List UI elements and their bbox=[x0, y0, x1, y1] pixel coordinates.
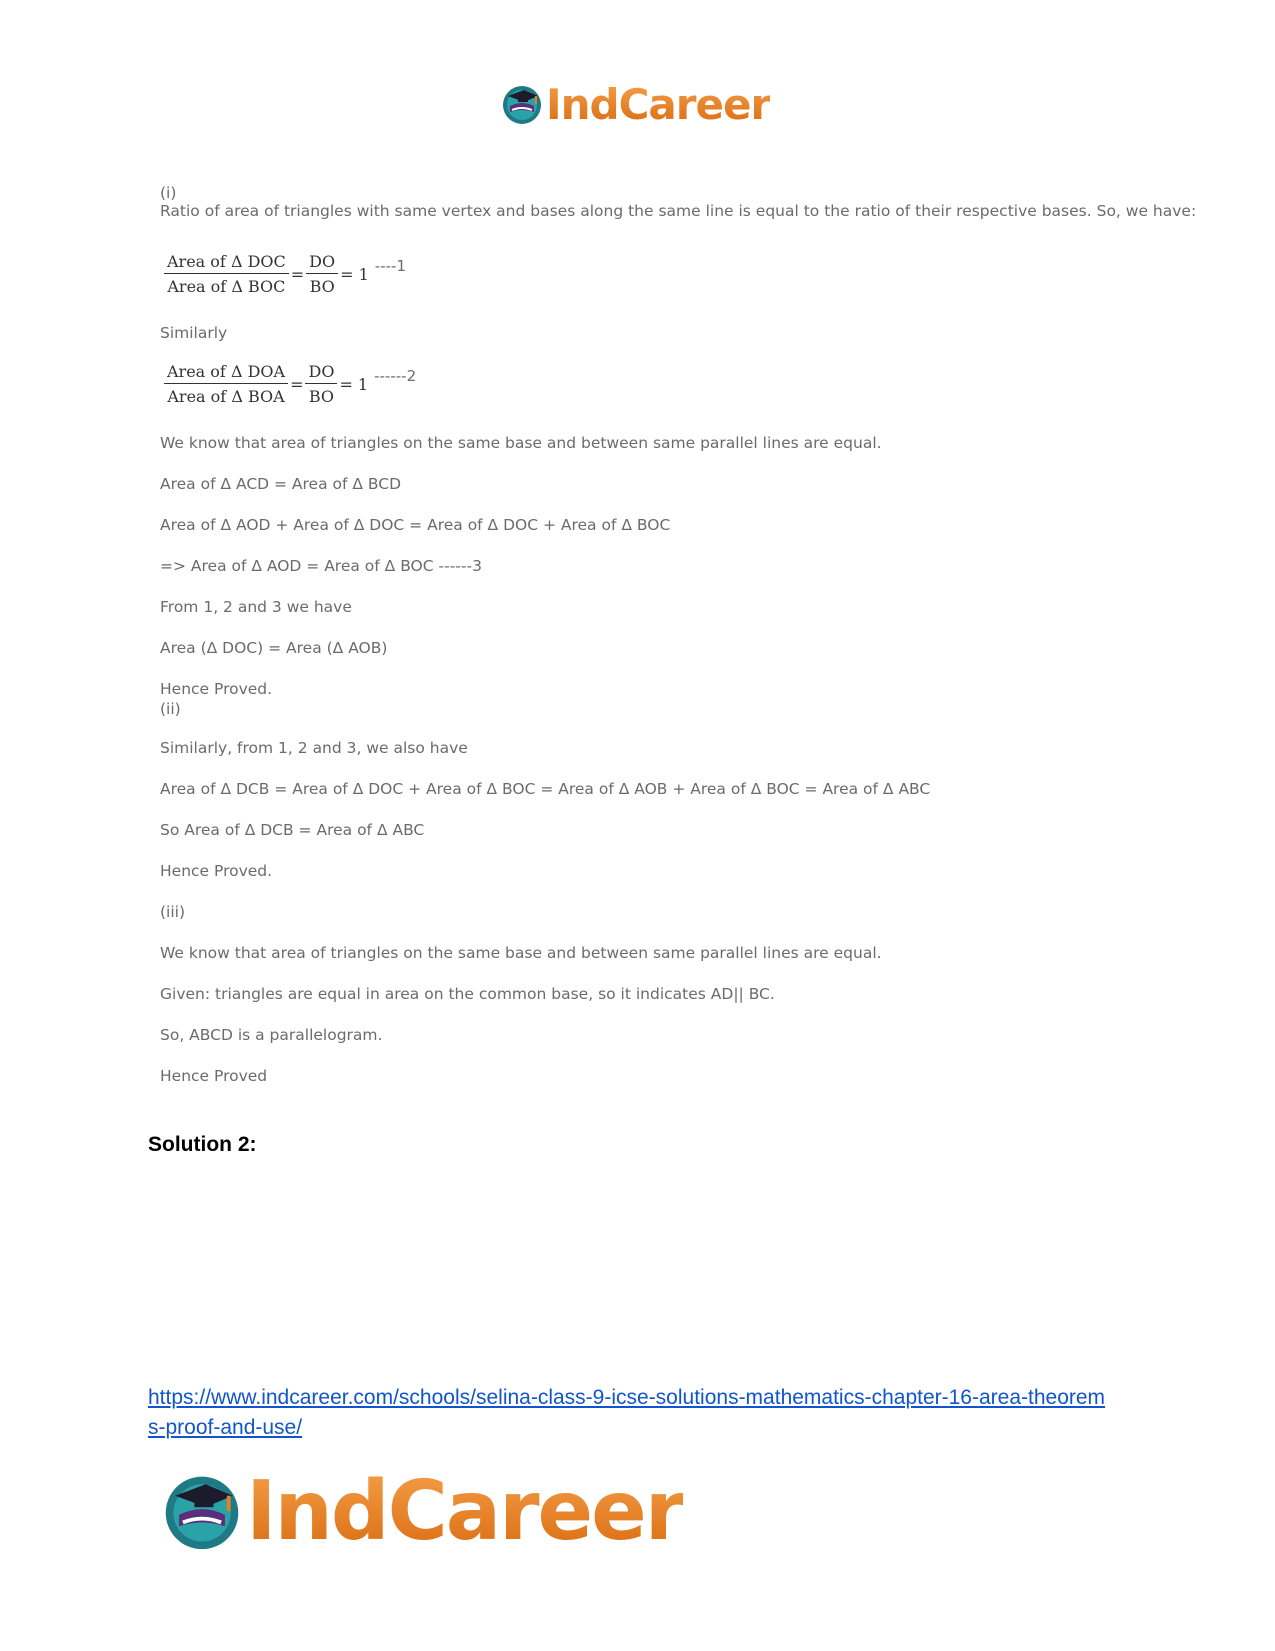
equals-sign: = bbox=[290, 374, 304, 394]
text-line: Area (Δ DOC) = Area (Δ AOB) bbox=[160, 639, 388, 657]
text-line: Hence Proved. bbox=[160, 680, 273, 698]
denominator: BO bbox=[309, 277, 335, 296]
equation-tag: ------2 bbox=[374, 367, 417, 385]
numerator: Area of Δ DOA bbox=[164, 362, 288, 384]
logo-wordmark: IndCareer bbox=[246, 1463, 684, 1559]
header-logo bbox=[500, 78, 770, 130]
equation-result: = 1 bbox=[339, 374, 369, 394]
equation-tag: ----1 bbox=[374, 257, 406, 275]
denominator: Area of Δ BOC bbox=[167, 277, 286, 296]
equation-result: = 1 bbox=[340, 264, 369, 284]
numerator: DO bbox=[306, 252, 338, 274]
numerator: Area of Δ DOC bbox=[164, 252, 289, 274]
part-iii-label: (iii) bbox=[160, 903, 186, 921]
fraction-area-ratio bbox=[164, 362, 288, 406]
equation-2 bbox=[164, 362, 416, 406]
equals-sign: = bbox=[290, 264, 305, 284]
denominator: BO bbox=[308, 387, 335, 406]
text-line: Given: triangles are equal in area on the common base, so it indicates AD|| BC. bbox=[160, 985, 775, 1003]
text-line: From 1, 2 and 3 we have bbox=[160, 598, 352, 616]
logo-wordmark: IndCareer bbox=[546, 79, 771, 129]
graduation-cap-icon bbox=[500, 82, 544, 126]
text-line: We know that area of triangles on the same base and between same parallel lines are equal. bbox=[160, 434, 882, 452]
text-line: Similarly, from 1, 2 and 3, we also have bbox=[160, 739, 468, 757]
text-line: So Area of Δ DCB = Area of Δ ABC bbox=[160, 821, 425, 839]
text-line: Area of Δ AOD + Area of Δ DOC = Area of Δ DOC + Area of Δ BOC bbox=[160, 516, 671, 534]
footer-logo bbox=[160, 1465, 683, 1557]
graduation-cap-icon bbox=[160, 1469, 244, 1553]
fraction-base-ratio bbox=[306, 252, 338, 296]
text-line: We know that area of triangles on the same base and between same parallel lines are equal. bbox=[160, 944, 882, 962]
text-line: Area of Δ DCB = Area of Δ DOC + Area of Δ BOC = Area of Δ AOB + Area of Δ BOC = Area of Δ ABC bbox=[160, 780, 931, 798]
part-ii-label: (ii) bbox=[160, 700, 181, 718]
fraction-base-ratio bbox=[305, 362, 337, 406]
numerator: DO bbox=[305, 362, 337, 384]
intro-text: Ratio of area of triangles with same vertex and bases along the same line is equal to the ratio of their respective bases. So, we have: bbox=[160, 202, 1197, 220]
text-line: So, ABCD is a parallelogram. bbox=[160, 1026, 383, 1044]
solution-heading: Solution 2: bbox=[148, 1133, 257, 1156]
text-line: Area of Δ ACD = Area of Δ BCD bbox=[160, 475, 402, 493]
part-i-label: (i) bbox=[160, 184, 177, 202]
source-url-link[interactable]: https://www.indcareer.com/schools/selina-class-9-icse-solutions-mathematics-chapter-16-area-theorems-proof-and-use/ bbox=[148, 1386, 1106, 1439]
fraction-area-ratio bbox=[164, 252, 289, 296]
equation-1 bbox=[164, 252, 406, 296]
text-line: Hence Proved. bbox=[160, 862, 273, 880]
denominator: Area of Δ BOA bbox=[167, 387, 285, 406]
text-line: Hence Proved bbox=[160, 1067, 268, 1085]
text-line: => Area of Δ AOD = Area of Δ BOC ------3 bbox=[160, 557, 482, 575]
similarly-text: Similarly bbox=[160, 324, 228, 342]
